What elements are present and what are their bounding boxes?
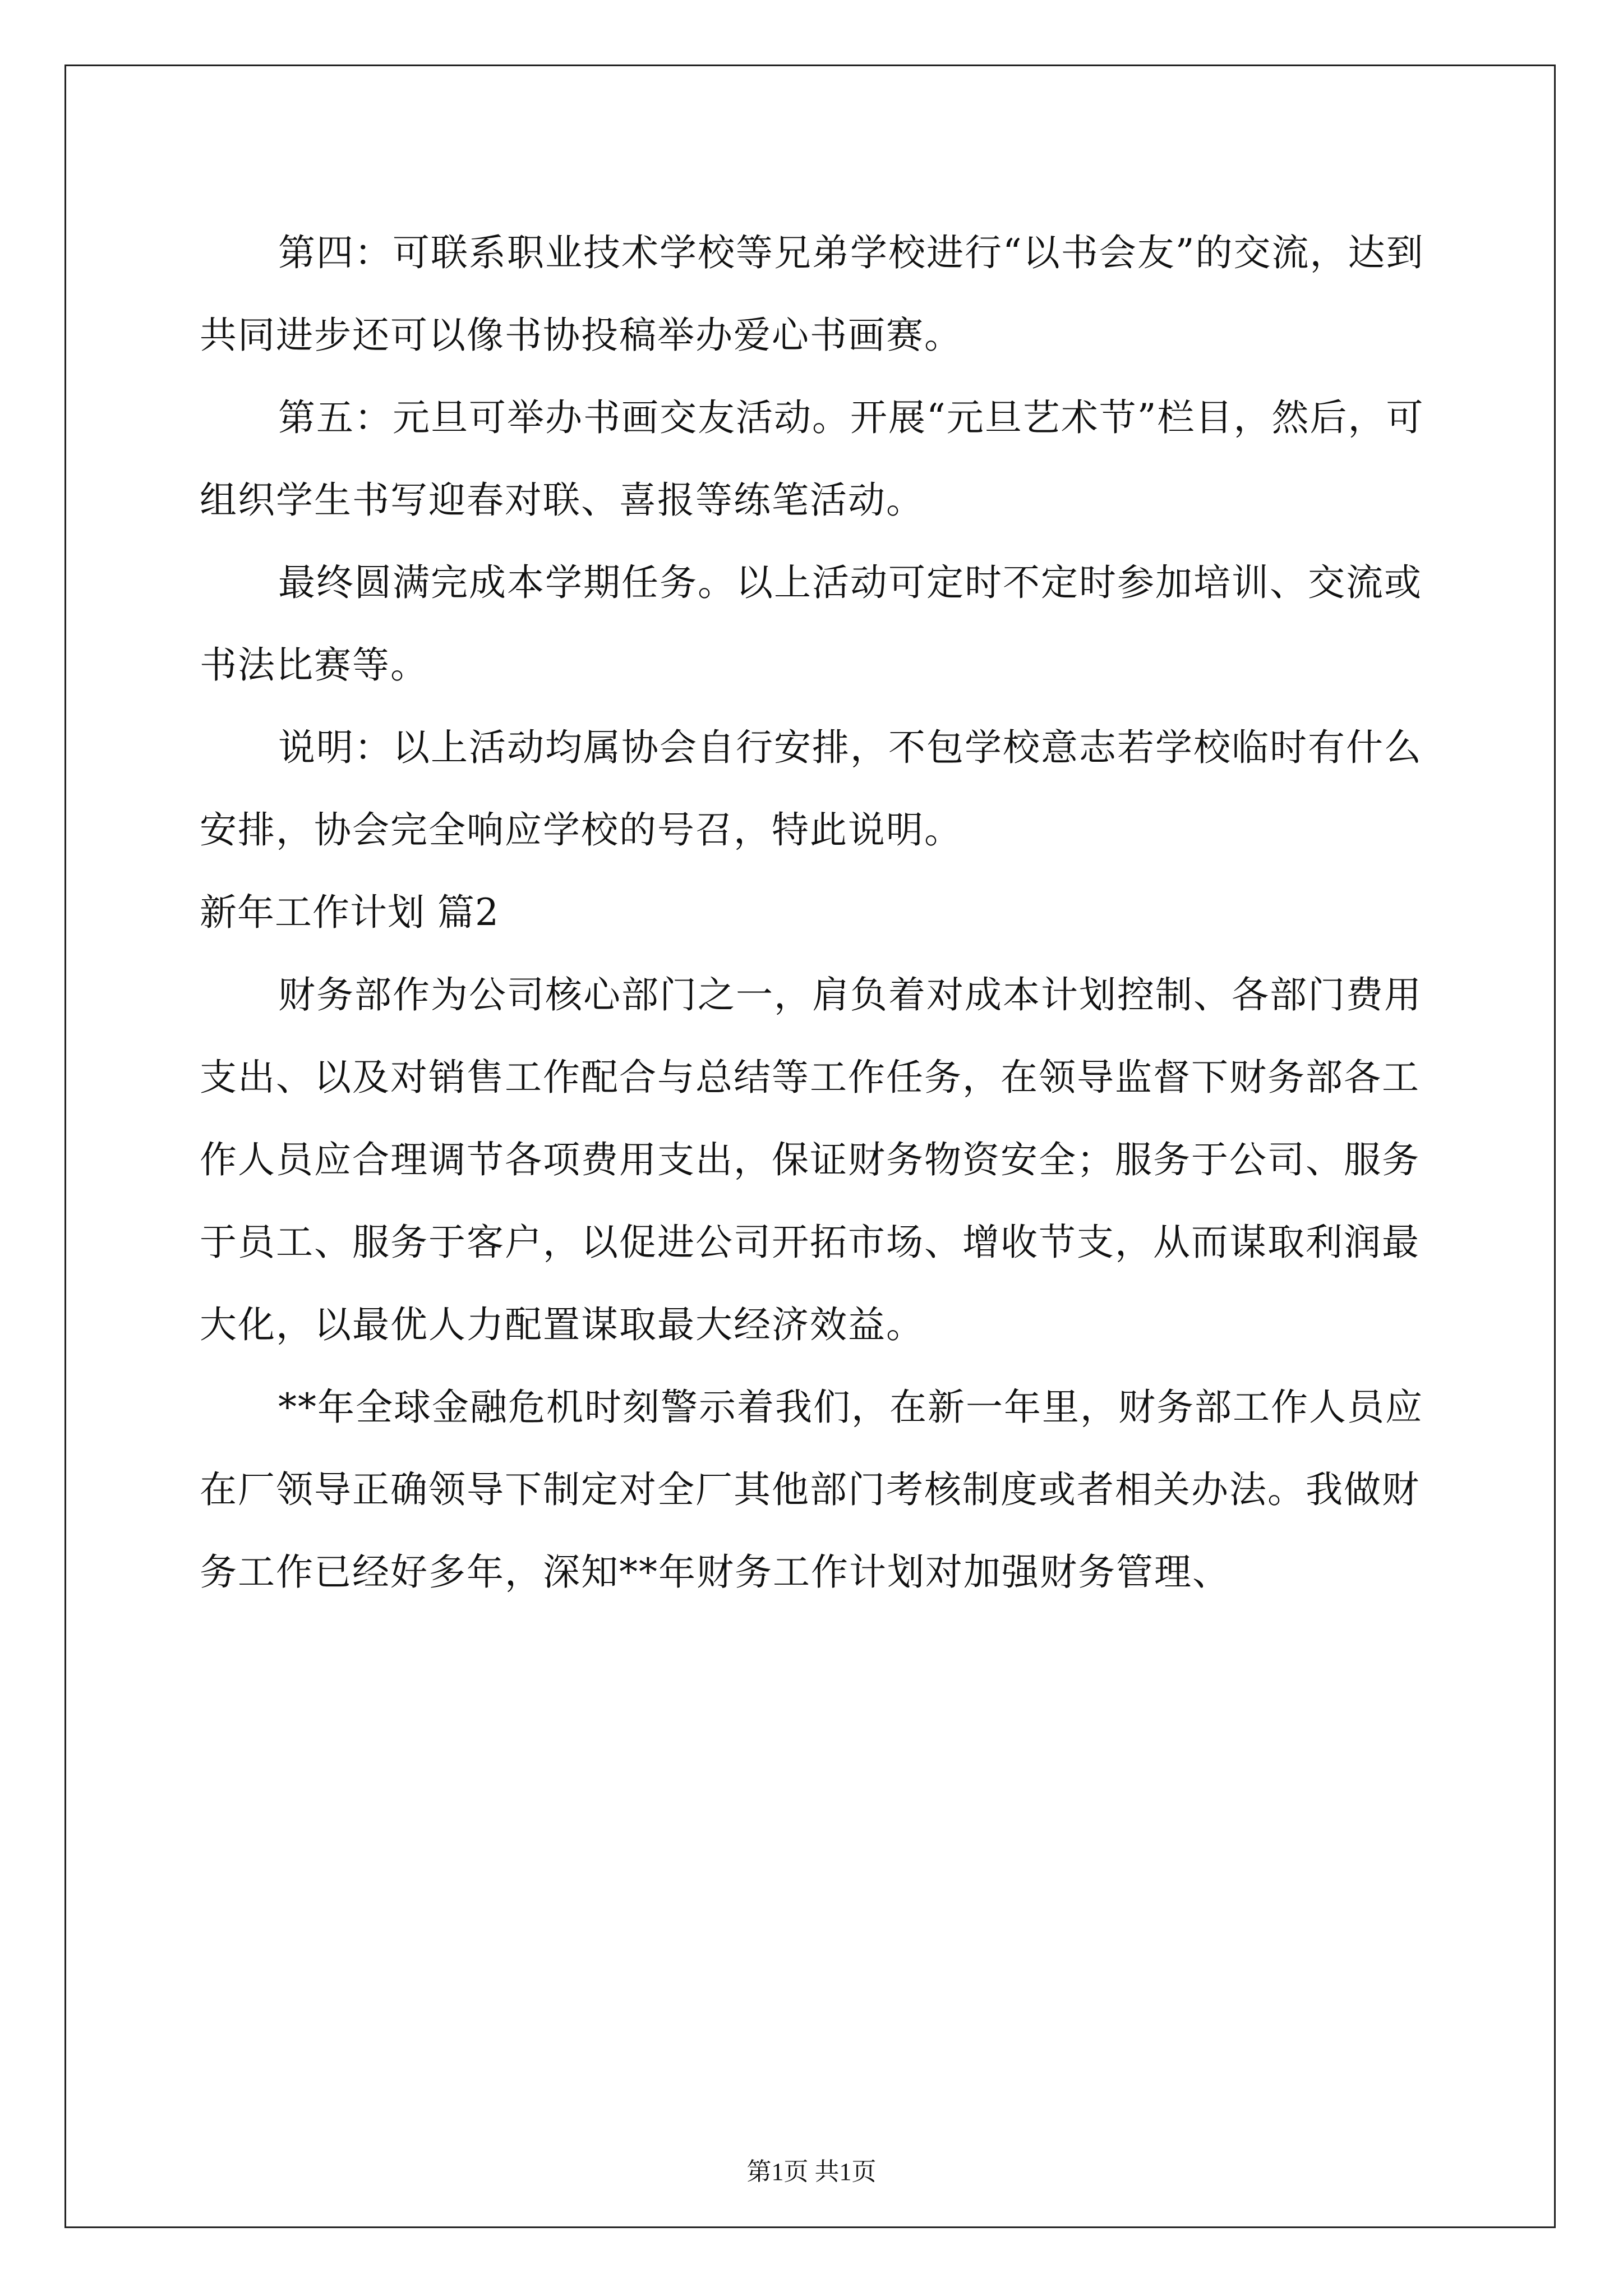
page-footer: 第1页 共1页 [746,2158,877,2185]
paragraph: **年全球金融危机时刻警示着我们，在新一年里，财务部工作人员应在厂领导正确领导下制定对全厂其他部门考核制度或者相关办法。我做财务工作已经好多年，深知**年财务工作计划对加强财务管理、 [200,1386,1423,1594]
document-body [200,211,1426,1613]
paragraph: 第四：可联系职业技术学校等兄弟学校进行“以书会友”的交流，达到共同进步还可以像书协投稿举办爱心书画赛。 [200,231,1424,357]
paragraph: 最终圆满完成本学期任务。以上活动可定时不定时参加培训、交流或书法比赛等。 [200,561,1422,687]
section-heading: 新年工作计划 篇2 [200,891,499,934]
paragraph: 第五：元旦可举办书画交友活动。开展“元旦艺术节”栏目，然后，可组织学生书写迎春对联、喜报等练笔活动。 [200,396,1424,522]
paragraph: 说明：以上活动均属协会自行安排，不包学校意志若学校临时有什么安排，协会完全响应学校的号召，特此说明。 [200,726,1422,852]
paragraph: 财务部作为公司核心部门之一，肩负着对成本计划控制、各部门费用支出、以及对销售工作配合与总结等工作任务，在领导监督下财务部各工作人员应合理调节各项费用支出，保证财务物资安全；服务于公司、服务于员工、服务于客户，以促进公司开拓市场、增收节支，从而谋取利润最大化，以最优人力配置谋取最大经济效益。 [200,973,1422,1346]
